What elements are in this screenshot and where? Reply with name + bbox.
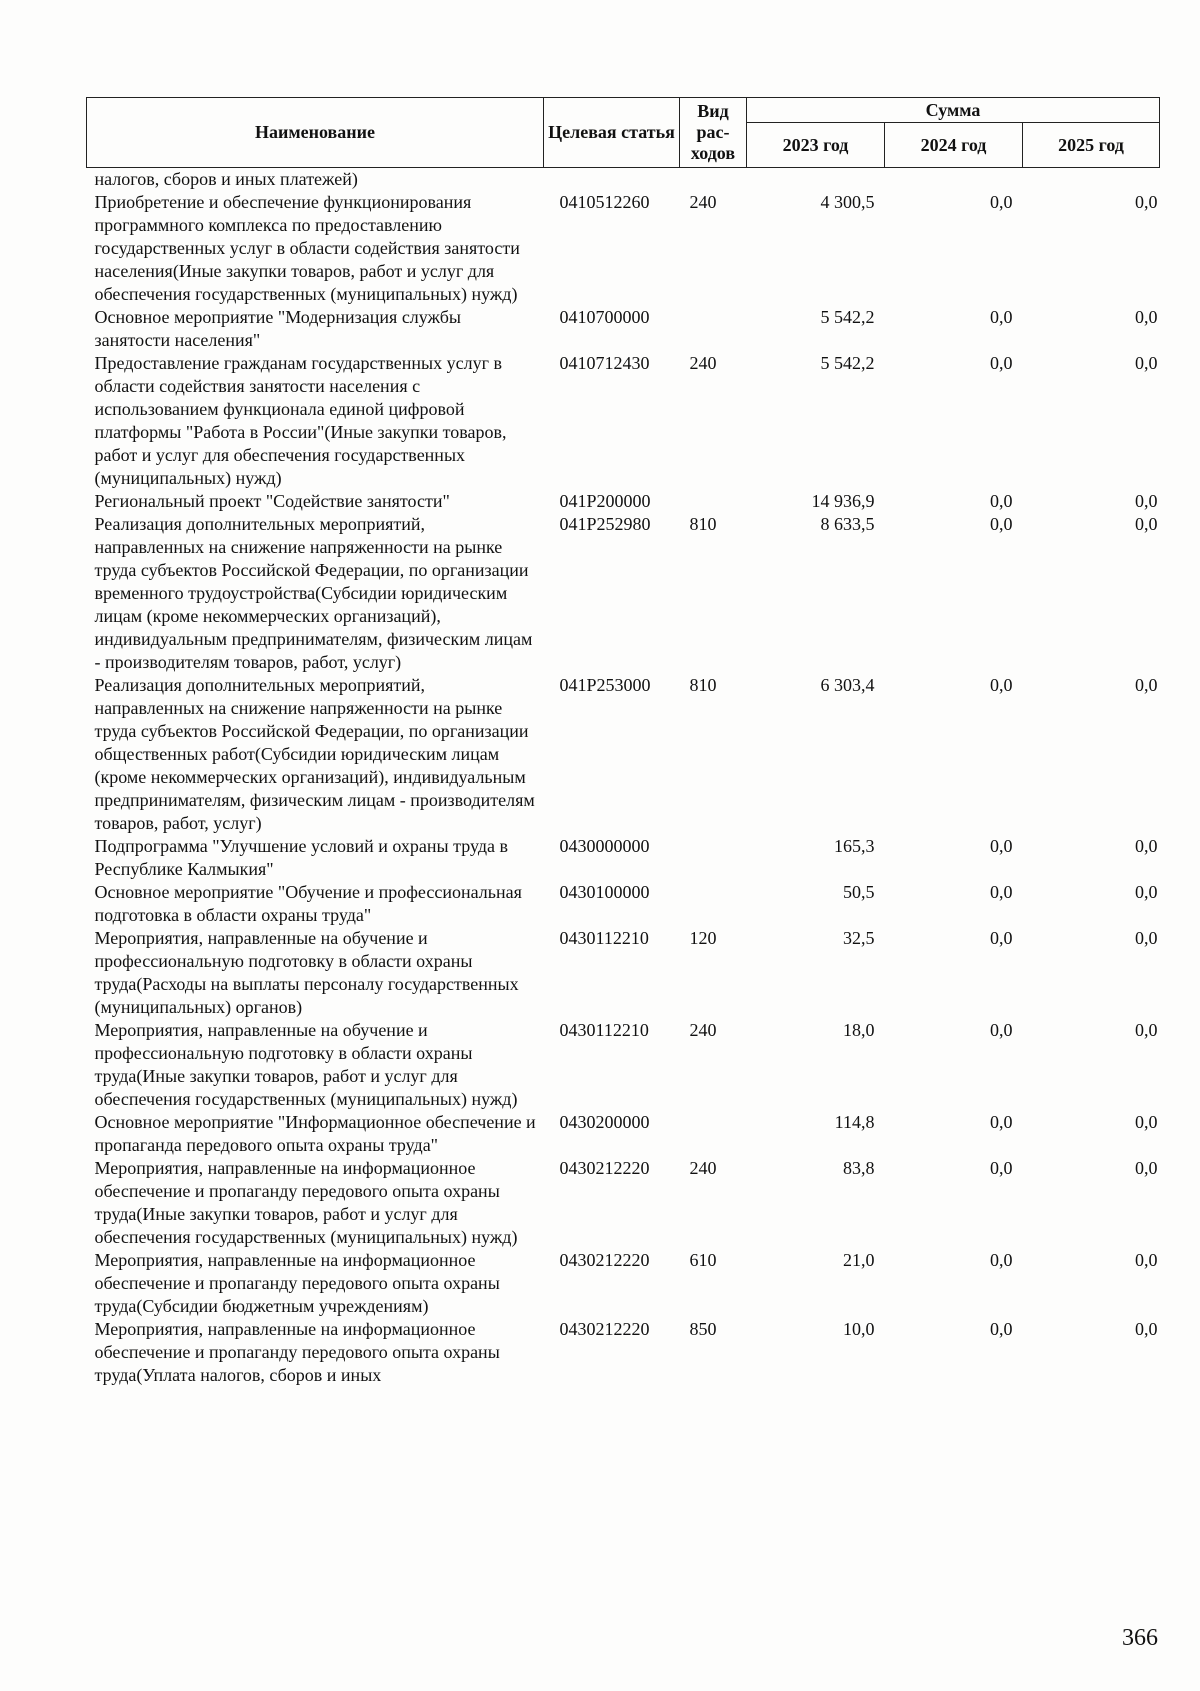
table-row: [87, 1157, 1160, 1249]
row-sum-2024: 0,0: [990, 491, 1013, 511]
row-sum-2025: 0,0: [1135, 1250, 1158, 1270]
row-sum-2024: 0,0: [990, 1020, 1013, 1040]
table-row: [87, 927, 1160, 1019]
row-sum-2023: 5 542,2: [820, 307, 875, 327]
row-target-code: 0410712430: [559, 353, 650, 373]
row-sum-2025: 0,0: [1135, 1020, 1158, 1040]
table-row: [87, 352, 1160, 490]
row-sum-2024: 0,0: [990, 1250, 1013, 1270]
row-name: Основное мероприятие "Обучение и профессиональная подготовка в области охраны труда": [94, 882, 522, 925]
row-sum-2023: 10,0: [843, 1319, 875, 1339]
row-sum-2023: 50,5: [843, 882, 875, 902]
row-expense-kind: [680, 306, 747, 352]
row-sum-2024: [885, 168, 1023, 192]
row-name: Мероприятия, направленные на информационное обеспечение и пропаганду передового опыта охраны труда(Субсидии бюджетным учреждениям): [94, 1250, 500, 1316]
budget-table: [86, 97, 1160, 1387]
row-target-code: 0430212220: [559, 1250, 650, 1270]
row-sum-2025: 0,0: [1135, 307, 1158, 327]
header-year-2023: 2023 год: [747, 123, 885, 168]
row-expense-kind: 810: [689, 514, 717, 534]
row-expense-kind: [680, 835, 747, 881]
row-name: Приобретение и обеспечение функционирования программного комплекса по предоставлению государственных услуг в области содействия занятости населения(Иные закупки товаров, работ и услуг для обеспечения государственных (муниципальных) нужд): [94, 192, 520, 304]
row-name: Основное мероприятие "Модернизация службы занятости населения": [94, 307, 462, 350]
row-expense-kind: [680, 1111, 747, 1157]
row-expense-kind: 240: [689, 1158, 717, 1178]
row-sum-2024: 0,0: [990, 1112, 1013, 1132]
table-row: [87, 1318, 1160, 1387]
row-sum-2023: 5 542,2: [820, 353, 875, 373]
table-row: [87, 306, 1160, 352]
row-target-code: 041P252980: [559, 514, 651, 534]
table-row: [87, 513, 1160, 674]
row-sum-2024: 0,0: [990, 307, 1013, 327]
row-sum-2025: 0,0: [1135, 353, 1158, 373]
row-sum-2023: [747, 168, 885, 192]
row-sum-2025: 0,0: [1135, 192, 1158, 212]
row-sum-2025: 0,0: [1135, 928, 1158, 948]
row-sum-2023: 14 936,9: [811, 491, 875, 511]
row-name: Реализация дополнительных мероприятий, направленных на снижение напряженности на рынке труда субъектов Российской Федерации, по организации временного трудоустройства(Субсидии юридическим лицам (кроме некоммерческих организаций), индивидуальным предпринимателям, физическим лицам - производителям товаров, работ, услуг): [94, 514, 533, 672]
row-sum-2023: 8 633,5: [820, 514, 875, 534]
table-row: [87, 490, 1160, 513]
row-expense-kind: [680, 168, 747, 192]
table-row: [87, 835, 1160, 881]
row-target-code: 0430212220: [559, 1158, 650, 1178]
row-expense-kind: [680, 881, 747, 927]
row-sum-2024: 0,0: [990, 928, 1013, 948]
row-target-code: 0410700000: [559, 307, 650, 327]
row-sum-2025: 0,0: [1135, 836, 1158, 856]
row-sum-2024: 0,0: [990, 675, 1013, 695]
row-expense-kind: 610: [689, 1250, 717, 1270]
row-name: налогов, сборов и иных платежей): [94, 169, 358, 189]
row-target-code: 0430200000: [559, 1112, 650, 1132]
header-name: Наименование: [87, 98, 544, 168]
row-sum-2024: 0,0: [990, 1319, 1013, 1339]
row-name: Предоставление гражданам государственных услуг в области содействия занятости населения с использованием функционала единой цифровой платформы "Работа в России"(Иные закупки товаров, работ и услуг для обеспечения государственных (муниципальных) нужд): [94, 353, 507, 488]
header-year-2025: 2025 год: [1023, 123, 1160, 168]
row-sum-2024: 0,0: [990, 1158, 1013, 1178]
table-row: [87, 168, 1160, 192]
row-sum-2024: 0,0: [990, 353, 1013, 373]
table-row: [87, 674, 1160, 835]
row-sum-2023: 32,5: [843, 928, 875, 948]
table-row: [87, 1249, 1160, 1318]
row-sum-2025: 0,0: [1135, 882, 1158, 902]
row-target-code: 0430112210: [559, 928, 649, 948]
row-target-code: 0430112210: [559, 1020, 649, 1040]
header-sum: Сумма: [747, 98, 1160, 123]
header-year-2024: 2024 год: [885, 123, 1023, 168]
table-row: [87, 1019, 1160, 1111]
row-name: Мероприятия, направленные на информационное обеспечение и пропаганду передового опыта охраны труда(Уплата налогов, сборов и иных: [94, 1319, 500, 1385]
row-sum-2024: 0,0: [990, 882, 1013, 902]
row-sum-2024: 0,0: [990, 514, 1013, 534]
row-name: Мероприятия, направленные на информационное обеспечение и пропаганду передового опыта охраны труда(Иные закупки товаров, работ и услуг для обеспечения государственных (муниципальных) нужд): [94, 1158, 518, 1247]
row-name: Основное мероприятие "Информационное обеспечение и пропаганда передового опыта охраны труда": [94, 1112, 536, 1155]
row-name: Подпрограмма "Улучшение условий и охраны труда в Республике Калмыкия": [94, 836, 508, 879]
table-row: [87, 191, 1160, 306]
row-sum-2025: 0,0: [1135, 1319, 1158, 1339]
row-name: Региональный проект "Содействие занятости": [94, 491, 450, 511]
table-row: [87, 881, 1160, 927]
row-target-code: [544, 168, 680, 192]
row-sum-2025: 0,0: [1135, 675, 1158, 695]
row-sum-2025: 0,0: [1135, 1158, 1158, 1178]
row-sum-2023: 165,3: [834, 836, 875, 856]
row-name: Реализация дополнительных мероприятий, направленных на снижение напряженности на рынке труда субъектов Российской Федерации, по организации общественных работ(Субсидии юридическим лицам (кроме некоммерческих организаций), индивидуальным предпринимателям, физическим лицам - производителям товаров, работ, услуг): [94, 675, 535, 833]
row-target-code: 041P253000: [559, 675, 651, 695]
row-expense-kind: 240: [689, 353, 717, 373]
row-sum-2023: 83,8: [843, 1158, 875, 1178]
row-name: Мероприятия, направленные на обучение и профессиональную подготовку в области охраны труда(Иные закупки товаров, работ и услуг для обеспечения государственных (муниципальных) нужд): [94, 1020, 518, 1109]
row-sum-2025: 0,0: [1135, 1112, 1158, 1132]
row-sum-2025: 0,0: [1135, 514, 1158, 534]
row-sum-2024: 0,0: [990, 192, 1013, 212]
row-target-code: 0430000000: [559, 836, 650, 856]
row-expense-kind: 240: [689, 192, 717, 212]
row-sum-2023: 21,0: [843, 1250, 875, 1270]
row-sum-2023: 4 300,5: [820, 192, 875, 212]
row-expense-kind: 120: [689, 928, 717, 948]
table-header: [87, 98, 1160, 168]
row-sum-2025: [1023, 168, 1160, 192]
row-sum-2025: 0,0: [1135, 491, 1158, 511]
row-expense-kind: 240: [689, 1020, 717, 1040]
row-sum-2023: 18,0: [843, 1020, 875, 1040]
row-sum-2024: 0,0: [990, 836, 1013, 856]
page-number: 366: [1122, 1625, 1158, 1651]
table-row: [87, 1111, 1160, 1157]
row-sum-2023: 114,8: [834, 1112, 875, 1132]
row-expense-kind: 850: [689, 1319, 717, 1339]
header-kind: Вид рас-ходов: [680, 98, 747, 168]
row-target-code: 0430212220: [559, 1319, 650, 1339]
row-expense-kind: 810: [689, 675, 717, 695]
row-expense-kind: [680, 490, 747, 513]
row-target-code: 041P200000: [559, 491, 651, 511]
row-sum-2023: 6 303,4: [820, 675, 875, 695]
table-body: [87, 168, 1160, 1388]
row-name: Мероприятия, направленные на обучение и профессиональную подготовку в области охраны труда(Расходы на выплаты персоналу государственных (муниципальных) органов): [94, 928, 519, 1017]
row-target-code: 0430100000: [559, 882, 650, 902]
header-code: Целевая статья: [544, 98, 680, 168]
row-target-code: 0410512260: [559, 192, 650, 212]
